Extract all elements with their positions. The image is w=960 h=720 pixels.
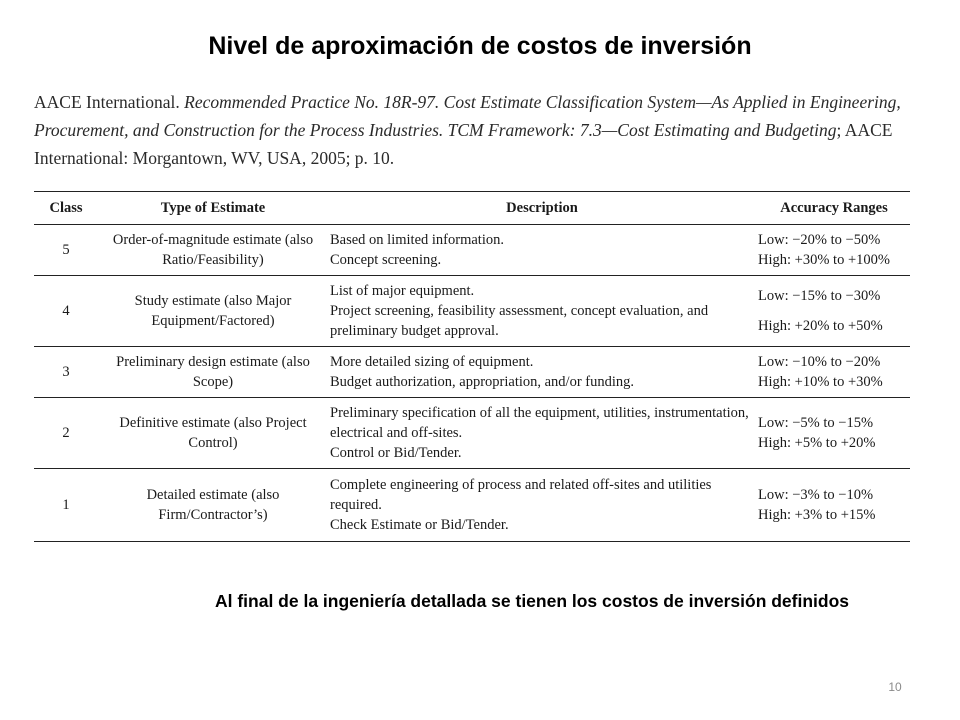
- cell-class: 1: [62, 496, 70, 513]
- accuracy-low: Low: −20% to −50%: [758, 232, 881, 248]
- cell-class: 5: [62, 242, 70, 258]
- cell-accuracy: [754, 276, 910, 347]
- accuracy-low: Low: −5% to −15%: [758, 415, 874, 431]
- accuracy-low: Low: −10% to −20%: [758, 354, 881, 370]
- accuracy-high: High: +10% to +30%: [758, 374, 883, 390]
- cell-accuracy: [754, 469, 910, 541]
- type-text: Order-of-magnitude estimate (also Ratio/Feasibility): [112, 232, 314, 268]
- conclusion-note: Al final de la ingeniería detallada se tienen los costos de inversión definidos: [214, 591, 850, 611]
- description-line: Based on limited information.: [330, 232, 504, 248]
- description-line: List of major equipment.: [330, 283, 475, 299]
- citation-title: Recommended Practice No. 18R-97. Cost Estimate Classification System—As Applied in Engineering, Procurement, and Construction for the Process Industries. TCM Framework: 7.3—Cost Estimating and Budgeting: [34, 92, 901, 140]
- cell-type: [98, 276, 328, 347]
- header-accuracy: Accuracy Ranges: [754, 192, 910, 225]
- estimate-classification-table: [34, 191, 910, 542]
- citation-author: AACE International.: [34, 92, 185, 112]
- description-line: Concept screening.: [330, 252, 442, 268]
- description-line: Preliminary specification of all the equipment, utilities, instrumentation, electrical and off-sites.: [330, 405, 749, 441]
- type-text: Definitive estimate (also Project Control): [119, 415, 307, 451]
- cell-description: [328, 225, 754, 276]
- description-line: Control or Bid/Tender.: [330, 445, 462, 461]
- slide-title: Nivel de aproximación de costos de inversión: [208, 32, 752, 60]
- table-row: [34, 225, 910, 276]
- accuracy-low: Low: −15% to −30%: [758, 288, 881, 304]
- cell-class: 3: [62, 364, 70, 380]
- accuracy-high: High: +30% to +100%: [758, 252, 890, 268]
- cell-type: [98, 469, 328, 541]
- type-text: Study estimate (also Major Equipment/Factored): [134, 293, 292, 329]
- description-line: Check Estimate or Bid/Tender.: [330, 516, 509, 533]
- description-line: More detailed sizing of equipment.: [330, 354, 534, 370]
- accuracy-low: Low: −3% to −10%: [758, 486, 874, 503]
- cell-type: [98, 225, 328, 276]
- description-line: Budget authorization, appropriation, and/or funding.: [330, 374, 635, 390]
- table-row: [34, 398, 910, 469]
- header-description: Description: [328, 192, 754, 225]
- cell-description: [328, 347, 754, 398]
- page-number: 10: [888, 680, 902, 694]
- accuracy-high: High: +3% to +15%: [758, 506, 876, 523]
- cell-accuracy: [754, 347, 910, 398]
- table-row: [34, 347, 910, 398]
- cell-type: [98, 398, 328, 469]
- table-row: [34, 276, 910, 347]
- cell-accuracy: [754, 225, 910, 276]
- header-type: Type of Estimate: [98, 192, 328, 225]
- accuracy-high: High: +5% to +20%: [758, 435, 876, 451]
- table-row: [34, 469, 910, 541]
- citation: [34, 88, 934, 172]
- header-class: Class: [34, 192, 98, 225]
- cell-type: [98, 347, 328, 398]
- cell-description: [328, 469, 754, 541]
- description-line: Project screening, feasibility assessment, concept evaluation, and preliminary budget approval.: [330, 303, 709, 339]
- table-header-row: [34, 192, 910, 225]
- accuracy-high: High: +20% to +50%: [758, 318, 883, 334]
- cell-description: [328, 276, 754, 347]
- description-line: Complete engineering of process and related off-sites and utilities required.: [330, 476, 712, 513]
- type-text: Detailed estimate (also Firm/Contractor’s): [146, 486, 280, 523]
- cell-description: [328, 398, 754, 469]
- citation-publisher: ; AACE International: Morgantown, WV, USA, 2005; p. 10.: [34, 120, 893, 168]
- type-text: Preliminary design estimate (also Scope): [116, 354, 310, 390]
- cell-class: 4: [62, 303, 70, 319]
- cell-accuracy: [754, 398, 910, 469]
- cell-class: 2: [62, 425, 70, 441]
